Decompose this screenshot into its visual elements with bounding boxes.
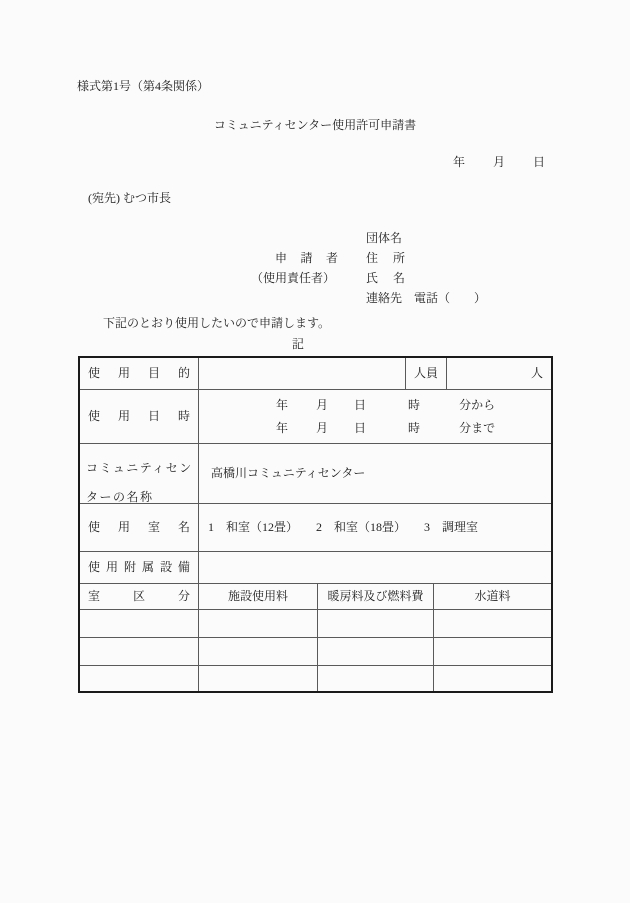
form-number: 様式第1号（第4条関係） <box>77 79 210 93</box>
date-year-label: 年 <box>452 155 465 169</box>
to-minute-label: 分まで <box>459 420 496 435</box>
center-name-label-line1: コミュニティセン <box>86 461 193 475</box>
datetime-to-line <box>199 417 551 440</box>
fee-blank-cell <box>80 666 198 691</box>
fee-blank-cell <box>317 638 433 665</box>
date-line <box>453 155 545 170</box>
request-statement: 下記のとおり使用したいので申請します。 <box>103 316 331 330</box>
equipment-blank-field <box>198 552 551 583</box>
room-label: 使 用 室 名 <box>88 520 190 534</box>
fee-empty-row <box>80 665 551 691</box>
fee-blank-cell <box>198 666 317 691</box>
personnel-label: 人員 <box>405 358 446 389</box>
to-year-label: 年 <box>276 420 289 435</box>
to-day-label: 日 <box>354 420 367 435</box>
page-title: コミュニティセンター使用許可申請書 <box>213 118 417 132</box>
date-day-label: 日 <box>532 155 545 169</box>
fee-blank-cell <box>433 666 551 691</box>
fee-blank-cell <box>80 610 198 637</box>
personnel-unit-label: 人 <box>446 358 551 389</box>
center-name-label <box>80 444 198 503</box>
fee-header-room-category: 室 区 分 <box>88 589 190 603</box>
recipient: (宛先) むつ市長 <box>88 191 171 205</box>
to-hour-label: 時 <box>408 420 421 435</box>
fee-blank-cell <box>433 638 551 665</box>
application-table <box>78 356 553 693</box>
table-row-datetime <box>80 389 551 443</box>
from-hour-label: 時 <box>408 397 421 412</box>
list-marker: 記 <box>292 337 305 351</box>
to-month-label: 月 <box>316 420 329 435</box>
table-row-center-name <box>80 443 551 503</box>
fee-header-heating-fuel-fee: 暖房料及び燃料費 <box>317 584 433 609</box>
datetime-blank-field <box>198 390 551 443</box>
applicant-contact-label: 連絡先 電話（ ） <box>366 291 487 305</box>
fee-header-facility-fee: 施設使用料 <box>198 584 317 609</box>
center-name-label-line2: ターの名称 <box>86 490 154 503</box>
fee-blank-cell <box>198 610 317 637</box>
room-options: 1 和室（12畳） 2 和室（18畳） 3 調理室 <box>198 504 551 551</box>
fee-blank-cell <box>317 666 433 691</box>
from-year-label: 年 <box>276 397 289 412</box>
from-day-label: 日 <box>354 397 367 412</box>
fee-blank-cell <box>433 610 551 637</box>
fee-empty-row <box>80 609 551 637</box>
equipment-label: 使 用 附 属 設 備 <box>88 560 190 574</box>
applicant-name-label: 氏 名 <box>366 271 405 285</box>
fee-empty-row <box>80 637 551 665</box>
applicant-address-label: 住 所 <box>366 251 405 265</box>
responsible-person-label: （使用責任者） <box>251 271 336 285</box>
table-row-purpose <box>80 358 551 389</box>
from-minute-label: 分から <box>459 397 496 412</box>
datetime-from-line <box>199 394 551 417</box>
table-row-fee-header <box>80 583 551 609</box>
purpose-blank-field <box>198 358 405 389</box>
fee-blank-cell <box>80 638 198 665</box>
datetime-label: 使 用 日 時 <box>88 409 190 423</box>
fee-blank-cell <box>317 610 433 637</box>
table-row-rooms <box>80 503 551 551</box>
center-name-value: 高橋川コミュニティセンター <box>198 444 551 503</box>
fee-header-water-fee: 水道料 <box>433 584 551 609</box>
fee-blank-cell <box>198 638 317 665</box>
applicant-org-label: 団体名 <box>366 231 403 245</box>
date-month-label: 月 <box>492 155 505 169</box>
purpose-label: 使 用 目 的 <box>88 366 190 380</box>
applicant-label: 申 請 者 <box>275 251 338 265</box>
table-row-equipment <box>80 551 551 583</box>
from-month-label: 月 <box>316 397 329 412</box>
